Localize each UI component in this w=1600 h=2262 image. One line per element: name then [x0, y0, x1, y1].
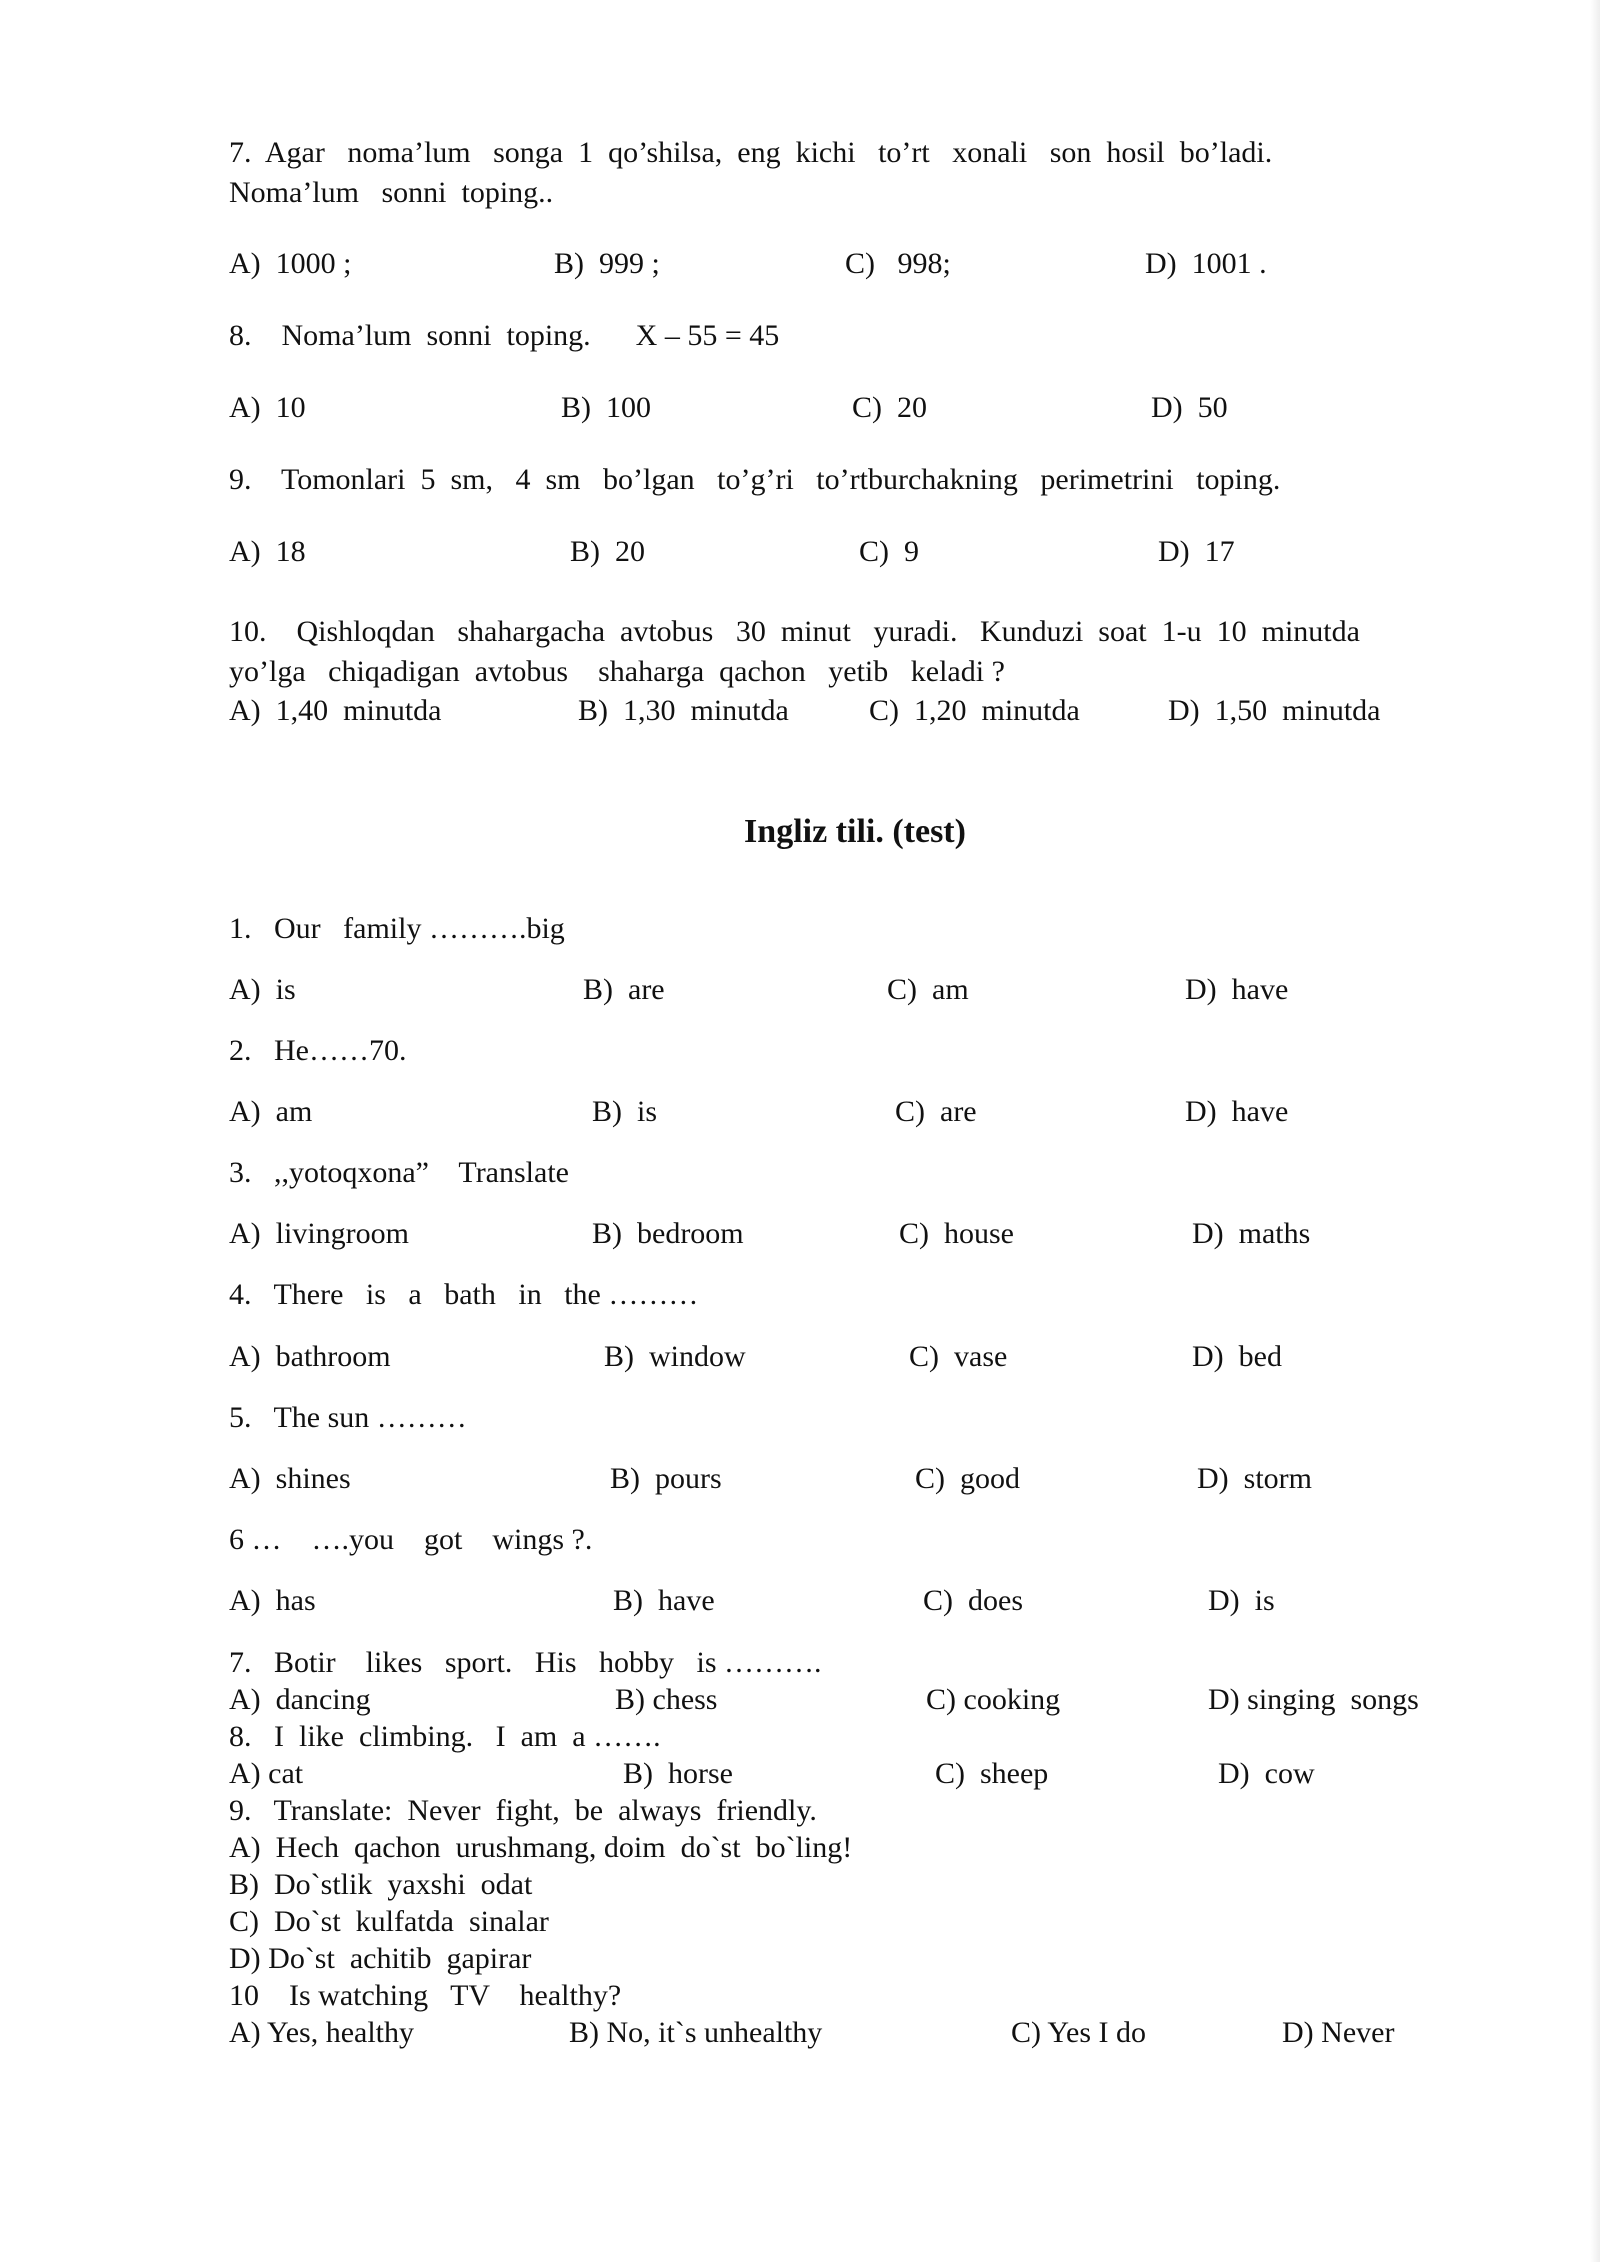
english-q3-option-c: C) house: [899, 1217, 1014, 1250]
english-q5-option-b: B) pours: [610, 1462, 722, 1495]
math-q8-option-a: A) 10: [229, 391, 306, 424]
math-q8-option-d: D) 50: [1151, 391, 1228, 424]
english-q3-option-d: D) maths: [1192, 1217, 1311, 1250]
english-q1-option-d: D) have: [1185, 973, 1289, 1006]
english-q7-option-a: A) dancing: [229, 1683, 371, 1716]
english-q4-option-c: C) vase: [909, 1340, 1008, 1373]
math-q9-option-c: C) 9: [859, 535, 919, 568]
english-q9-option-b: B) Do`stlik yaxshi odat: [229, 1868, 533, 1901]
math-q7-option-a: A) 1000 ;: [229, 247, 352, 280]
english-q10-option-a: A) Yes, healthy: [229, 2016, 414, 2049]
english-q4-option-d: D) bed: [1192, 1340, 1282, 1373]
english-q4-text: 4. There is a bath in the ………: [229, 1278, 699, 1311]
english-q3-options: [0, 1216, 1600, 1252]
english-q10-option-c: C) Yes I do: [1011, 2016, 1147, 2049]
english-q4-options: [0, 1339, 1600, 1375]
english-q10-text: 10 Is watching TV healthy?: [229, 1979, 622, 2012]
english-q1-option-a: A) is: [229, 973, 296, 1006]
math-q7-option-c: C) 998;: [845, 247, 951, 280]
english-q7-option-b: B) chess: [615, 1683, 718, 1716]
english-q7-options: [0, 1682, 1600, 1718]
english-q2-option-b: B) is: [592, 1095, 658, 1128]
english-q9-option-a: A) Hech qachon urushmang, doim do`st bo`ling!: [229, 1831, 853, 1864]
section-title: Ingliz tili. (test): [744, 813, 966, 850]
english-q7-option-d: D) singing songs: [1208, 1683, 1419, 1716]
math-q10-option-a: A) 1,40 minutda: [229, 694, 442, 727]
english-q2-options: [0, 1094, 1600, 1130]
math-q7-text-line2: Noma’lum sonni toping..: [229, 176, 554, 209]
english-q3-option-b: B) bedroom: [592, 1217, 744, 1250]
english-q9-text: 9. Translate: Never fight, be always friendly.: [229, 1794, 817, 1827]
math-q10-text-line2: yo’lga chiqadigan avtobus shaharga qachon yetib keladi ?: [229, 655, 1005, 688]
english-q10-options: [0, 2015, 1600, 2051]
math-q9-option-a: A) 18: [229, 535, 306, 568]
page-edge-shadow: [1590, 0, 1600, 2262]
english-q6-option-d: D) is: [1208, 1584, 1275, 1617]
english-q1-option-b: B) are: [583, 973, 665, 1006]
math-q10-text-line1: 10. Qishloqdan shahargacha avtobus 30 minut yuradi. Kunduzi soat 1-u 10 minutda: [229, 615, 1360, 648]
english-q8-option-a: A) cat: [229, 1757, 304, 1790]
english-q8-option-d: D) cow: [1218, 1757, 1315, 1790]
english-q6-options: [0, 1583, 1600, 1619]
english-q8-option-b: B) horse: [623, 1757, 733, 1790]
english-q2-text: 2. He……70.: [229, 1034, 407, 1067]
math-q10-option-b: B) 1,30 minutda: [578, 694, 789, 727]
math-q8-option-c: C) 20: [852, 391, 927, 424]
english-q7-option-c: C) cooking: [926, 1683, 1061, 1716]
english-q4-option-a: A) bathroom: [229, 1340, 391, 1373]
english-q5-option-a: A) shines: [229, 1462, 351, 1495]
english-q8-options: [0, 1756, 1600, 1792]
english-q9-option-c: C) Do`st kulfatda sinalar: [229, 1905, 549, 1938]
english-q3-text: 3. ,,yotoqxona” Translate: [229, 1156, 569, 1189]
math-q8-text: 8. Noma’lum sonni toping. X – 55 = 45: [229, 319, 780, 352]
math-q10-option-c: C) 1,20 minutda: [869, 694, 1080, 727]
english-q1-text: 1. Our family ……….big: [229, 912, 565, 945]
english-q10-option-d: D) Never: [1282, 2016, 1395, 2049]
math-q9-option-b: B) 20: [570, 535, 645, 568]
math-q7-text-line1: 7. Agar noma’lum songa 1 qo’shilsa, eng kichi to’rt xonali son hosil bo’ladi.: [229, 136, 1273, 169]
english-q2-option-a: A) am: [229, 1095, 313, 1128]
english-q8-option-c: C) sheep: [935, 1757, 1049, 1790]
math-q7-options: [0, 246, 1600, 282]
math-q7-option-d: D) 1001 .: [1145, 247, 1267, 280]
english-q9-option-d: D) Do`st achitib gapirar: [229, 1942, 532, 1975]
english-q2-option-d: D) have: [1185, 1095, 1289, 1128]
english-q6-text: 6 … ….you got wings ?.: [229, 1523, 593, 1556]
english-q10-option-b: B) No, it`s unhealthy: [569, 2016, 823, 2049]
math-q9-text: 9. Tomonlari 5 sm, 4 sm bo’lgan to’g’ri to’rtburchakning perimetrini toping.: [229, 463, 1281, 496]
english-q1-option-c: C) am: [887, 973, 969, 1006]
english-q6-option-c: C) does: [923, 1584, 1023, 1617]
math-q7-option-b: B) 999 ;: [554, 247, 660, 280]
english-q5-options: [0, 1461, 1600, 1497]
math-q10-options: [0, 693, 1600, 729]
english-q4-option-b: B) window: [604, 1340, 746, 1373]
english-q1-options: [0, 972, 1600, 1008]
english-q2-option-c: C) are: [895, 1095, 977, 1128]
math-q9-option-d: D) 17: [1158, 535, 1235, 568]
english-q5-option-d: D) storm: [1197, 1462, 1312, 1495]
english-q5-option-c: C) good: [915, 1462, 1020, 1495]
english-q6-option-a: A) has: [229, 1584, 316, 1617]
english-q6-option-b: B) have: [613, 1584, 715, 1617]
math-q8-option-b: B) 100: [561, 391, 651, 424]
english-q3-option-a: A) livingroom: [229, 1217, 409, 1250]
math-q9-options: [0, 534, 1600, 570]
english-q8-text: 8. I like climbing. I am a …….: [229, 1720, 661, 1753]
math-q10-option-d: D) 1,50 minutda: [1168, 694, 1381, 727]
math-q8-options: [0, 390, 1600, 426]
english-q7-text: 7. Botir likes sport. His hobby is ……….: [229, 1646, 822, 1679]
english-q5-text: 5. The sun ………: [229, 1401, 467, 1434]
